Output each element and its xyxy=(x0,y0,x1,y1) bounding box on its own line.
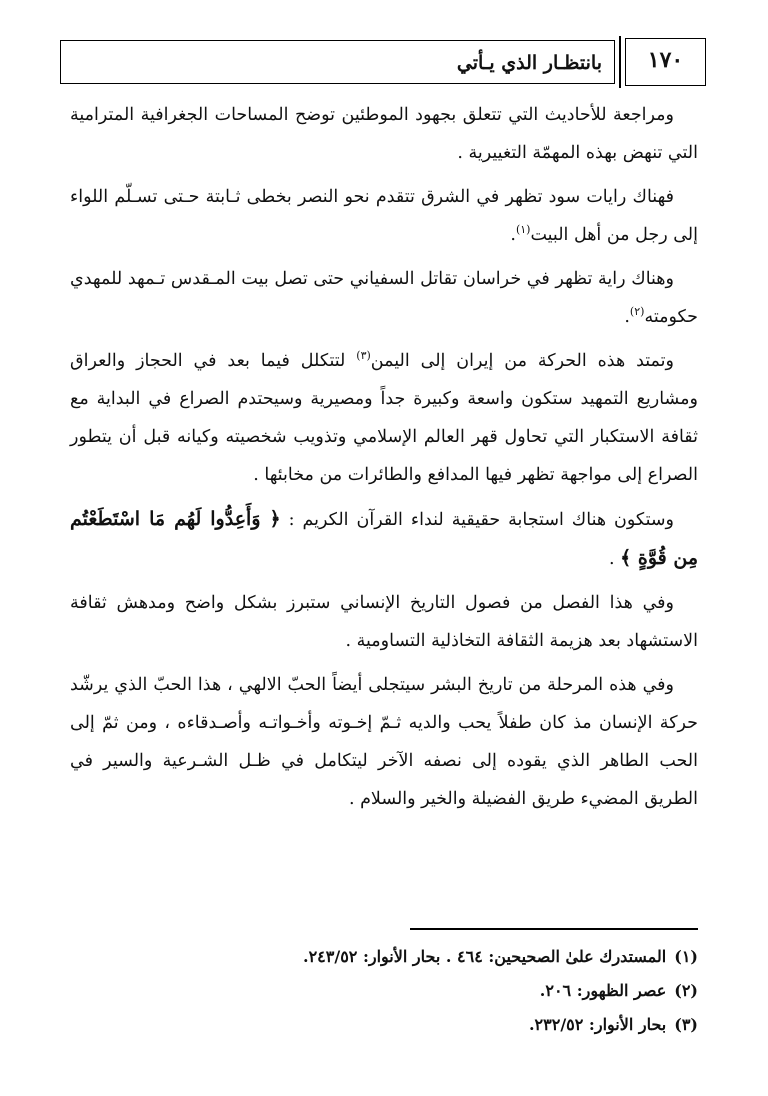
paragraph-text: لتتكلل فيما بعد في الحجاز والعراق ومشاريع التمهيد ستكون واسعة وكبيرة جداً ومصيرية وسيحتدم الصراع في البداية مع ثقافة الاستكبار التي تحاول قهر العالم الإسلامي وتذويب شخصيته وكيانه قبل أن يتطور الصراع إلى مواجهة تظهر فيها المدافع والطائرات من مخابئها . xyxy=(70,351,698,485)
paragraph-text: وهناك راية تظهر في خراسان تقاتل السفياني حتى تصل بيت المـقدس تـمهد للمهدي حكومته xyxy=(70,269,698,327)
page-number: ١٧٠ xyxy=(647,47,684,73)
paragraph xyxy=(70,342,698,494)
paragraph-text: وستكون هناك استجابة حقيقية لنداء القرآن الكريم : xyxy=(288,510,674,530)
footnote-text: بحار الأنوار: ٢٣٢/٥٢. xyxy=(528,1015,667,1034)
footnote-ref: (١) xyxy=(515,223,531,237)
footnote-text: عصر الظهور: ٢٠٦. xyxy=(539,981,667,1000)
header-divider xyxy=(619,36,621,88)
paragraph-text: فهناك رايات سود تظهر في الشرق تتقدم نحو النصر بخطى ثـابتة حـتى تسـلّم اللواء إلى رجل من أهل البيت xyxy=(70,187,698,245)
footnotes xyxy=(70,940,698,1042)
footnote-number: (٣) xyxy=(674,1015,698,1034)
paragraph: وفي هذه المرحلة من تاريخ البشر سيتجلى أيضاً الحبّ الالهي ، هذا الحبّ الذي يرشّد حركة الإنسان مذ كان طفلاً يحب والديه ثـمّ إخـوته وأخـواتـه وأصـدقاءه ، ومن ثمّ إلى الحب الطاهر الذي يقوده إلى نصفه الآخر ليتكامل في ظـل الشـرعية والسير في الطريق المضيء طريق الفضيلة والخير والسلام . xyxy=(70,675,698,809)
footnote-separator xyxy=(410,928,698,930)
quran-verse: ﴿ وَأَعِدُّوا لَهُم مَا اسْتَطَعْتُم مِن قُوَّةٍ ﴾ xyxy=(70,508,698,569)
header-page-number-box xyxy=(625,38,706,86)
paragraph xyxy=(70,500,698,578)
paragraph-end: . xyxy=(624,307,630,327)
footnote-number: (٢) xyxy=(674,981,698,1000)
footnote xyxy=(70,1008,698,1042)
paragraph: ومراجعة للأحاديث التي تتعلق بجهود الموطئين توضح المساحات الجغرافية المترامية التي تنهض بهذه المهمّة التغييرية . xyxy=(70,105,698,163)
main-text xyxy=(70,96,698,824)
footnote-text: المستدرك علىٰ الصحيحين: ٤٦٤ . بحار الأنوار: ٢٤٣/٥٢. xyxy=(303,947,667,966)
footnote-number: (١) xyxy=(674,947,698,966)
running-header xyxy=(60,36,706,88)
paragraph: وفي هذا الفصل من فصول التاريخ الإنساني ستبرز بشكل واضح ومدهش ثقافة الاستشهاد بعد هزيمة الثقافة التخاذلية التساومية . xyxy=(70,593,698,651)
paragraph-text: وتمتد هذه الحركة من إيران إلى اليمن xyxy=(370,351,674,371)
footnote-ref: (٢) xyxy=(629,305,645,319)
running-title: بانتظـار الذي يـأتي xyxy=(456,52,602,74)
paragraph-end: . xyxy=(510,225,516,245)
paragraph xyxy=(70,178,698,254)
footnote xyxy=(70,940,698,974)
paragraph-end: . xyxy=(608,549,615,569)
footnote xyxy=(70,974,698,1008)
paragraph xyxy=(70,260,698,336)
header-title-box xyxy=(60,40,615,84)
footnote-ref: (٣) xyxy=(356,349,371,363)
